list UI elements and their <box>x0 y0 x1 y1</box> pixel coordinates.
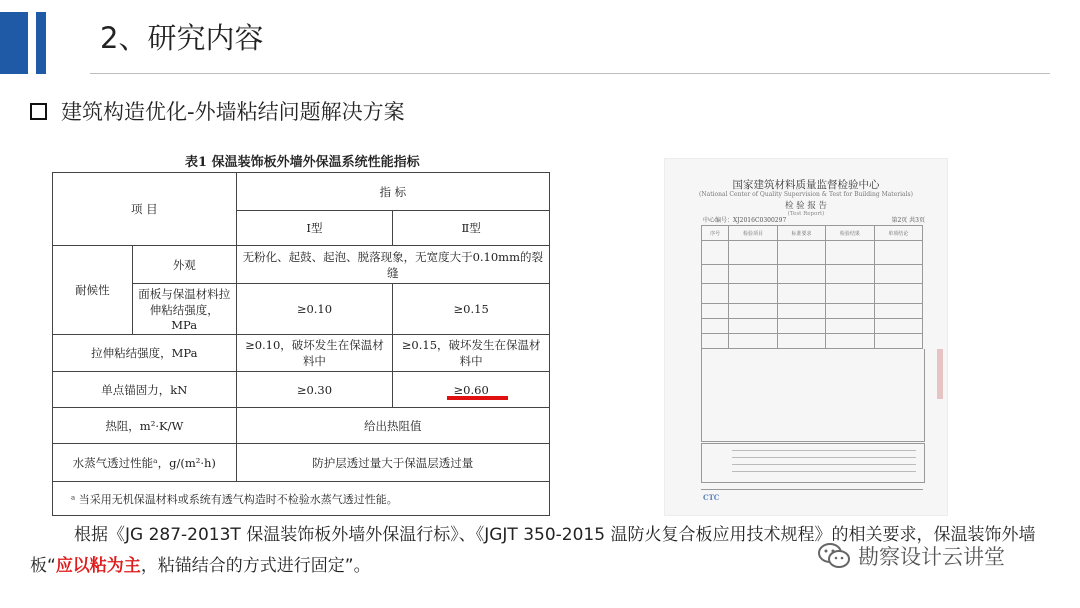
row-thermal-label: 热阻，m²·K/W <box>53 408 237 444</box>
section-heading-text: 建筑构造优化-外墙粘结问题解决方案 <box>61 100 405 124</box>
row-thermal-value: 给出热阻值 <box>236 408 549 444</box>
row-tensile-type1: ≥0.10，破坏发生在保温材料中 <box>236 335 393 372</box>
report-table <box>701 225 923 349</box>
report-org-en: (National Center of Quality Supervision & Test for Building Materials) <box>699 191 913 198</box>
row-tensile-label: 拉伸粘结强度，MPa <box>53 335 237 372</box>
table-caption: 表1 保温装饰板外墙外保温系统性能指标 <box>185 155 420 170</box>
test-report-image <box>664 158 948 516</box>
report-notes <box>701 443 925 483</box>
report-seal-stripe <box>937 349 943 399</box>
report-org: 国家建筑材料质量监督检验中心 <box>732 179 880 191</box>
section-heading <box>30 96 405 126</box>
row-bond-panel-label: 面板与保温材料拉伸粘结强度，MPa <box>132 284 236 335</box>
group-durability: 耐候性 <box>53 246 133 335</box>
report-col-conclusion: 单项结论 <box>874 226 922 241</box>
row-vapor-label: 水蒸气透过性能ᵃ，g/(m²·h) <box>53 444 237 482</box>
row-appearance-label: 外观 <box>132 246 236 284</box>
performance-spec-table <box>52 172 550 516</box>
paragraph-highlight: 应以粘为主 <box>55 556 141 576</box>
row-bond-panel-type2: ≥0.15 <box>393 284 550 335</box>
table-footnote: ᵃ 当采用无机保温材料或系统有透气构造时不检验水蒸气透过性能。 <box>53 482 550 516</box>
header-index: 指 标 <box>236 173 549 211</box>
row-vapor-value: 防护层透过量大于保温层透过量 <box>236 444 549 482</box>
watermark <box>818 541 1005 571</box>
report-title-en: (Test Report) <box>787 211 825 217</box>
report-col-result: 检验结果 <box>826 226 874 241</box>
header-type2: Ⅱ型 <box>393 211 550 246</box>
wechat-icon <box>818 542 850 570</box>
highlight-underline <box>447 396 508 400</box>
slide-title: 2、研究内容 <box>100 21 264 55</box>
row-anchor-type2: ≥0.60 <box>393 372 550 408</box>
title-divider <box>90 73 1050 74</box>
paragraph-part2: ，粘锚结合的方式进行固定”。 <box>140 556 371 576</box>
report-page: 第2页 共3页 <box>891 217 925 224</box>
report-title-cn: 检 验 报 告 <box>784 201 828 211</box>
row-tensile-type2: ≥0.15，破坏发生在保温材料中 <box>393 335 550 372</box>
report-col-standard: 标准要求 <box>777 226 825 241</box>
header-type1: Ⅰ型 <box>236 211 393 246</box>
report-number: 中心编号：XJ2016C0300297 <box>703 217 787 224</box>
report-blank-area <box>701 349 925 442</box>
square-bullet-icon <box>30 103 47 120</box>
row-anchor-label: 单点锚固力，kN <box>53 372 237 408</box>
row-appearance-value: 无粉化、起鼓、起泡、脱落现象，无宽度大于0.10mm的裂缝 <box>236 246 549 284</box>
title-accent-bar-wide <box>0 12 28 74</box>
row-anchor-type1: ≥0.30 <box>236 372 393 408</box>
watermark-text: 勘察设计云讲堂 <box>858 545 1005 569</box>
header-item: 项 目 <box>53 173 237 246</box>
report-col-item: 检验项目 <box>729 226 777 241</box>
paragraph-part1: 根据《JG 287-2013T 保温装饰板外墙外保温行标》、《JGJT 350-2015 温防火复合板应用技术规程》的相关要求，保温装饰外墙板“ <box>30 525 1036 576</box>
title-accent-bar-narrow <box>36 12 46 74</box>
report-footer-line <box>701 489 923 490</box>
row-bond-panel-type1: ≥0.10 <box>236 284 393 335</box>
report-logo: CTC <box>703 493 720 502</box>
report-col-seq: 序号 <box>702 226 729 241</box>
